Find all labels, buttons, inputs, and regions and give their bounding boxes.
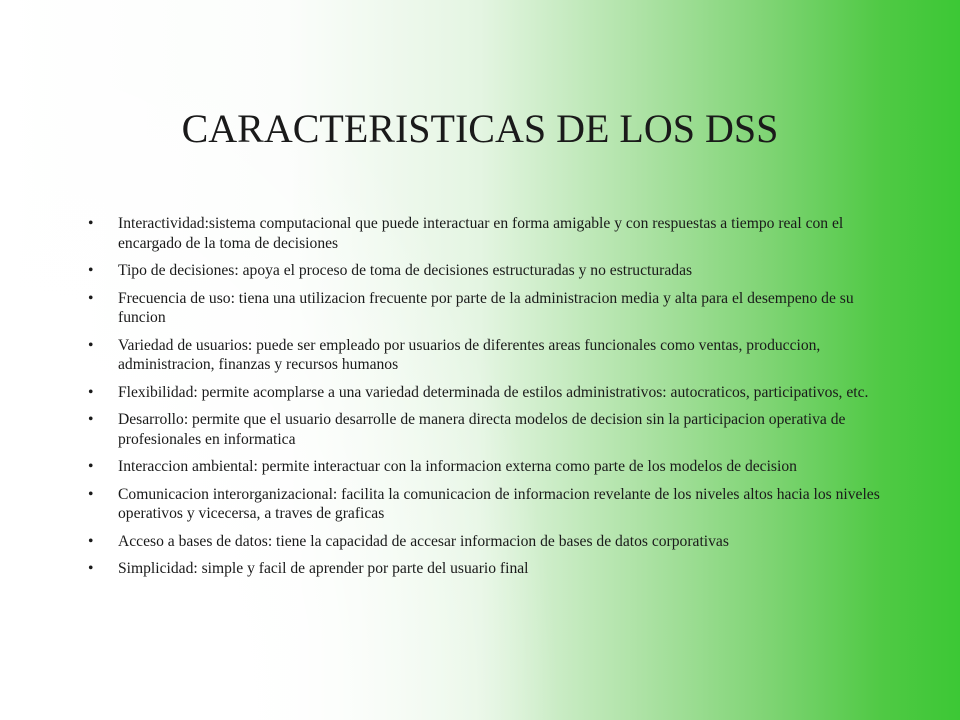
bullet-text: Simplicidad: simple y facil de aprender por parte del usuario final	[118, 560, 529, 577]
bullet-text: Comunicacion interorganizacional: facilita la comunicacion de informacion revelante de los niveles altos hacia los niveles operativos y vicecersa, a traves de graficas	[118, 485, 880, 522]
bullet-icon: •	[88, 411, 94, 428]
bullet-item	[88, 261, 888, 281]
bullet-item	[88, 559, 888, 579]
bullet-item	[88, 532, 888, 552]
bullet-text: Desarrollo: permite que el usuario desarrolle de manera directa modelos de decision sin la participacion operativa de profesionales en informatica	[118, 411, 846, 448]
bullet-text: Variedad de usuarios: puede ser empleado por usuarios de diferentes areas funcionales como ventas, produccion, administracion, finanzas y recursos humanos	[118, 336, 821, 373]
bullet-text: Flexibilidad: permite acomplarse a una variedad determinada de estilos administrativos: autocraticos, participativos, etc.	[118, 383, 869, 401]
bullet-text: Frecuencia de uso: tiena una utilizacion frecuente por parte de la administracion media y alta para el desempeno de su funcion	[118, 289, 854, 326]
bullet-item	[88, 289, 888, 328]
bullet-item	[88, 214, 888, 253]
bullet-icon: •	[88, 262, 94, 279]
bullet-list	[88, 214, 888, 587]
bullet-item	[88, 383, 888, 403]
bullet-icon: •	[88, 289, 94, 307]
bullet-text: Interaccion ambiental: permite interactuar con la informacion externa como parte de los modelos de decision	[118, 458, 797, 475]
bullet-icon: •	[88, 532, 94, 550]
bullet-text: Tipo de decisiones: apoya el proceso de toma de decisiones estructuradas y no estructuradas	[118, 262, 693, 279]
bullet-item	[88, 485, 888, 524]
bullet-icon: •	[88, 215, 94, 232]
bullet-icon: •	[88, 485, 94, 503]
bullet-icon: •	[88, 458, 94, 475]
bullet-icon: •	[88, 336, 94, 354]
slide-title: CARACTERISTICAS DE LOS DSS	[181, 106, 779, 151]
bullet-text: Interactividad:sistema computacional que puede interactuar en forma amigable y con respuestas a tiempo real con el encargado de la toma de decisiones	[118, 215, 844, 252]
bullet-item	[88, 410, 888, 449]
bullet-item	[88, 336, 888, 375]
bullet-icon: •	[88, 383, 94, 401]
bullet-text: Acceso a bases de datos: tiene la capacidad de accesar informacion de bases de datos corporativas	[118, 532, 729, 550]
bullet-icon: •	[88, 560, 94, 577]
bullet-item	[88, 457, 888, 477]
